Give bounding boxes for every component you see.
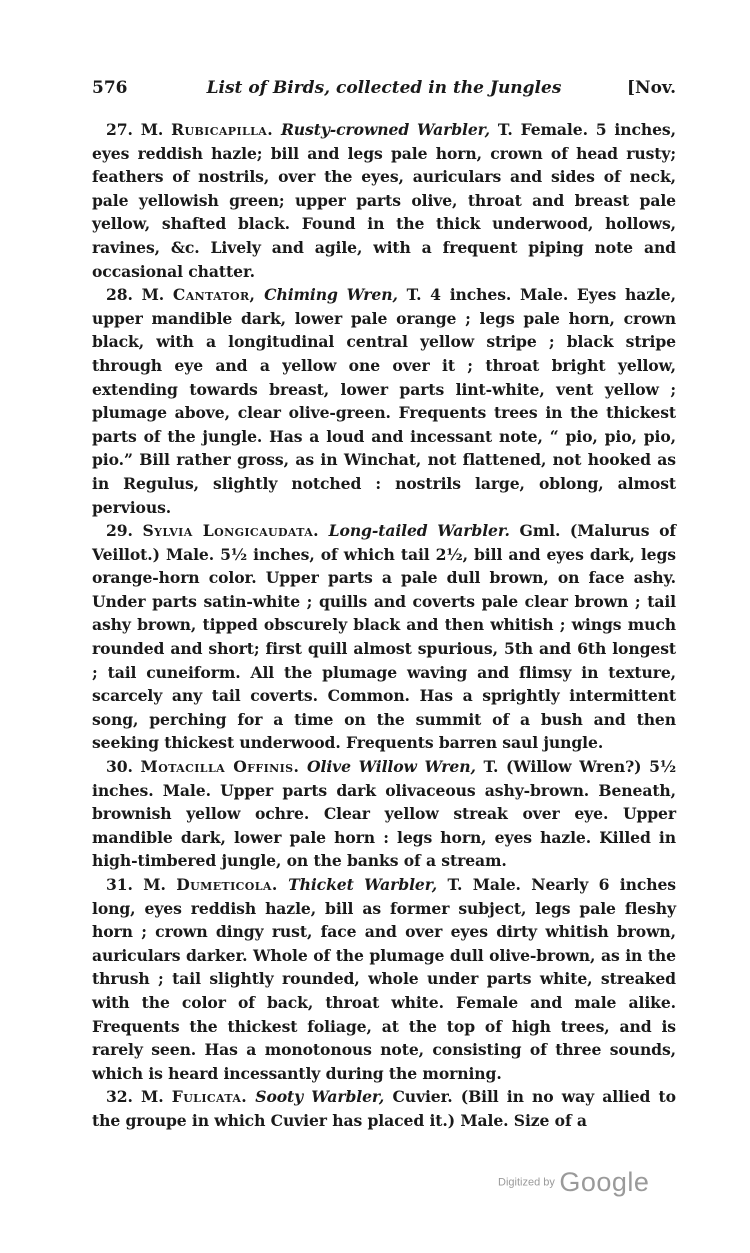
- entry-genus: M.: [140, 120, 164, 139]
- entry-text: T. (Willow Wren?) 5½ inches. Male. Upper parts dark olivaceous ashy-brown. Beneath, brownish yellow ochre. Clear yellow streak over eye. Upper mandible dark, lower pale horn : legs horn, eyes hazle. Killed in high-timbered jungle, on the banks of a stream.: [92, 757, 676, 871]
- entry-species: Fulicata.: [171, 1087, 248, 1107]
- page-body: [92, 118, 676, 1133]
- entry-species: Motacilla Offinis.: [140, 757, 300, 777]
- entry-species: Sylvia Longicaudata.: [142, 521, 320, 541]
- entry-number: 31.: [106, 875, 133, 894]
- entry-number: 28.: [106, 285, 133, 305]
- entry-common-name: Long-tailed Warbler.: [328, 521, 510, 541]
- entry-number: 32.: [106, 1087, 133, 1107]
- entry-common-name: Sooty Warbler,: [255, 1087, 385, 1107]
- entry-text: T. Male. Nearly 6 inches long, eyes reddish hazle, bill as former subject, legs pale fleshy horn ; crown dingy rust, face and over eyes dirty whitish brown, auriculars darker. Whole of the plumage dull olive-brown, as in the thrush ; tail slightly rounded, whole under parts white, streaked with the color of back, throat white. Female and male alike. Frequents the thickest foliage, at the top of high trees, and is rarely seen. Has a monotonous note, consisting of three sounds, which is heard incessantly during the morning.: [92, 875, 676, 1083]
- entry-genus: M.: [141, 1087, 164, 1107]
- entry-number: 29.: [106, 521, 133, 541]
- google-logo: Google: [559, 1167, 650, 1197]
- entry-number: 30.: [106, 757, 133, 777]
- species-entry: [92, 283, 676, 519]
- entry-common-name: Olive Willow Wren,: [307, 757, 476, 777]
- page-number: 576: [92, 78, 128, 98]
- entry-text: Gml. (Malurus of Veillot.) Male. 5½ inches, of which tail 2½, bill and eyes dark, legs orange-horn color. Upper parts a pale dull brown, on face ashy. Under parts satin-white ; quills and coverts pale clear brown ; tail ashy brown, tipped obscurely black and then whitish ; wings much rounded and short; first quill almost spurious, 5th and 6th longest ; tail cuneiform. All the plumage waving and flimsy in texture, scarcely any tail coverts. Common. Has a sprightly intermittent song, perching for a time on the summit of a bush and then seeking thickest underwood. Frequents barren saul jungle.: [92, 521, 676, 753]
- watermark-prefix: Digitized by: [498, 1176, 555, 1189]
- species-entry: [92, 1085, 676, 1132]
- running-title: List of Birds, collected in the Jungles: [206, 78, 562, 98]
- species-entry: [92, 118, 676, 283]
- entry-text: Cuvier. (Bill in no way allied to the groupe in which Cuvier has placed it.) Male. Size of a: [92, 1087, 676, 1130]
- entry-common-name: Chiming Wren,: [264, 285, 398, 305]
- entry-common-name: Thicket Warbler,: [288, 875, 438, 894]
- running-header: [92, 78, 676, 102]
- entry-genus: M.: [143, 875, 166, 894]
- entry-text: T. 4 inches. Male. Eyes hazle, upper mandible dark, lower pale orange ; legs pale horn, crown black, with a longitudinal central yellow stripe ; black stripe through eye and a yellow one over it ; throat bright yellow, extending towards breast, lower parts lint-white, vent yellow ; plumage above, clear olive-green. Frequents trees in the thickest parts of the jungle. Has a loud and incessant note, “ pio, pio, pio, pio.” Bill rather gross, as in Winchat, not flattened, not hooked as in Regulus, slightly notched : nostrils large, oblong, almost pervious.: [92, 285, 676, 517]
- species-entry: [92, 519, 676, 755]
- species-entry: [92, 755, 676, 873]
- entry-species: Cantator,: [172, 285, 256, 305]
- entry-text: T. Female. 5 inches, eyes reddish hazle; bill and legs pale horn, crown of head rusty; feathers of nostrils, over the eyes, auriculars and sides of neck, pale yellowish green; upper parts olive, throat and breast pale yellow, shafted black. Found in the thick underwood, hollows, ravines, &c. Lively and agile, with a frequent piping note and occasional chatter.: [92, 120, 676, 281]
- species-entry: [92, 873, 676, 1085]
- entry-species: Dumeticola.: [176, 875, 278, 894]
- digitized-watermark: [498, 1167, 649, 1198]
- entry-species: Rubicapilla.: [171, 120, 274, 139]
- entry-genus: M.: [141, 285, 165, 305]
- entry-common-name: Rusty-crowned Warbler,: [280, 120, 490, 139]
- running-month: [Nov.: [626, 78, 676, 98]
- entry-number: 27.: [106, 120, 133, 139]
